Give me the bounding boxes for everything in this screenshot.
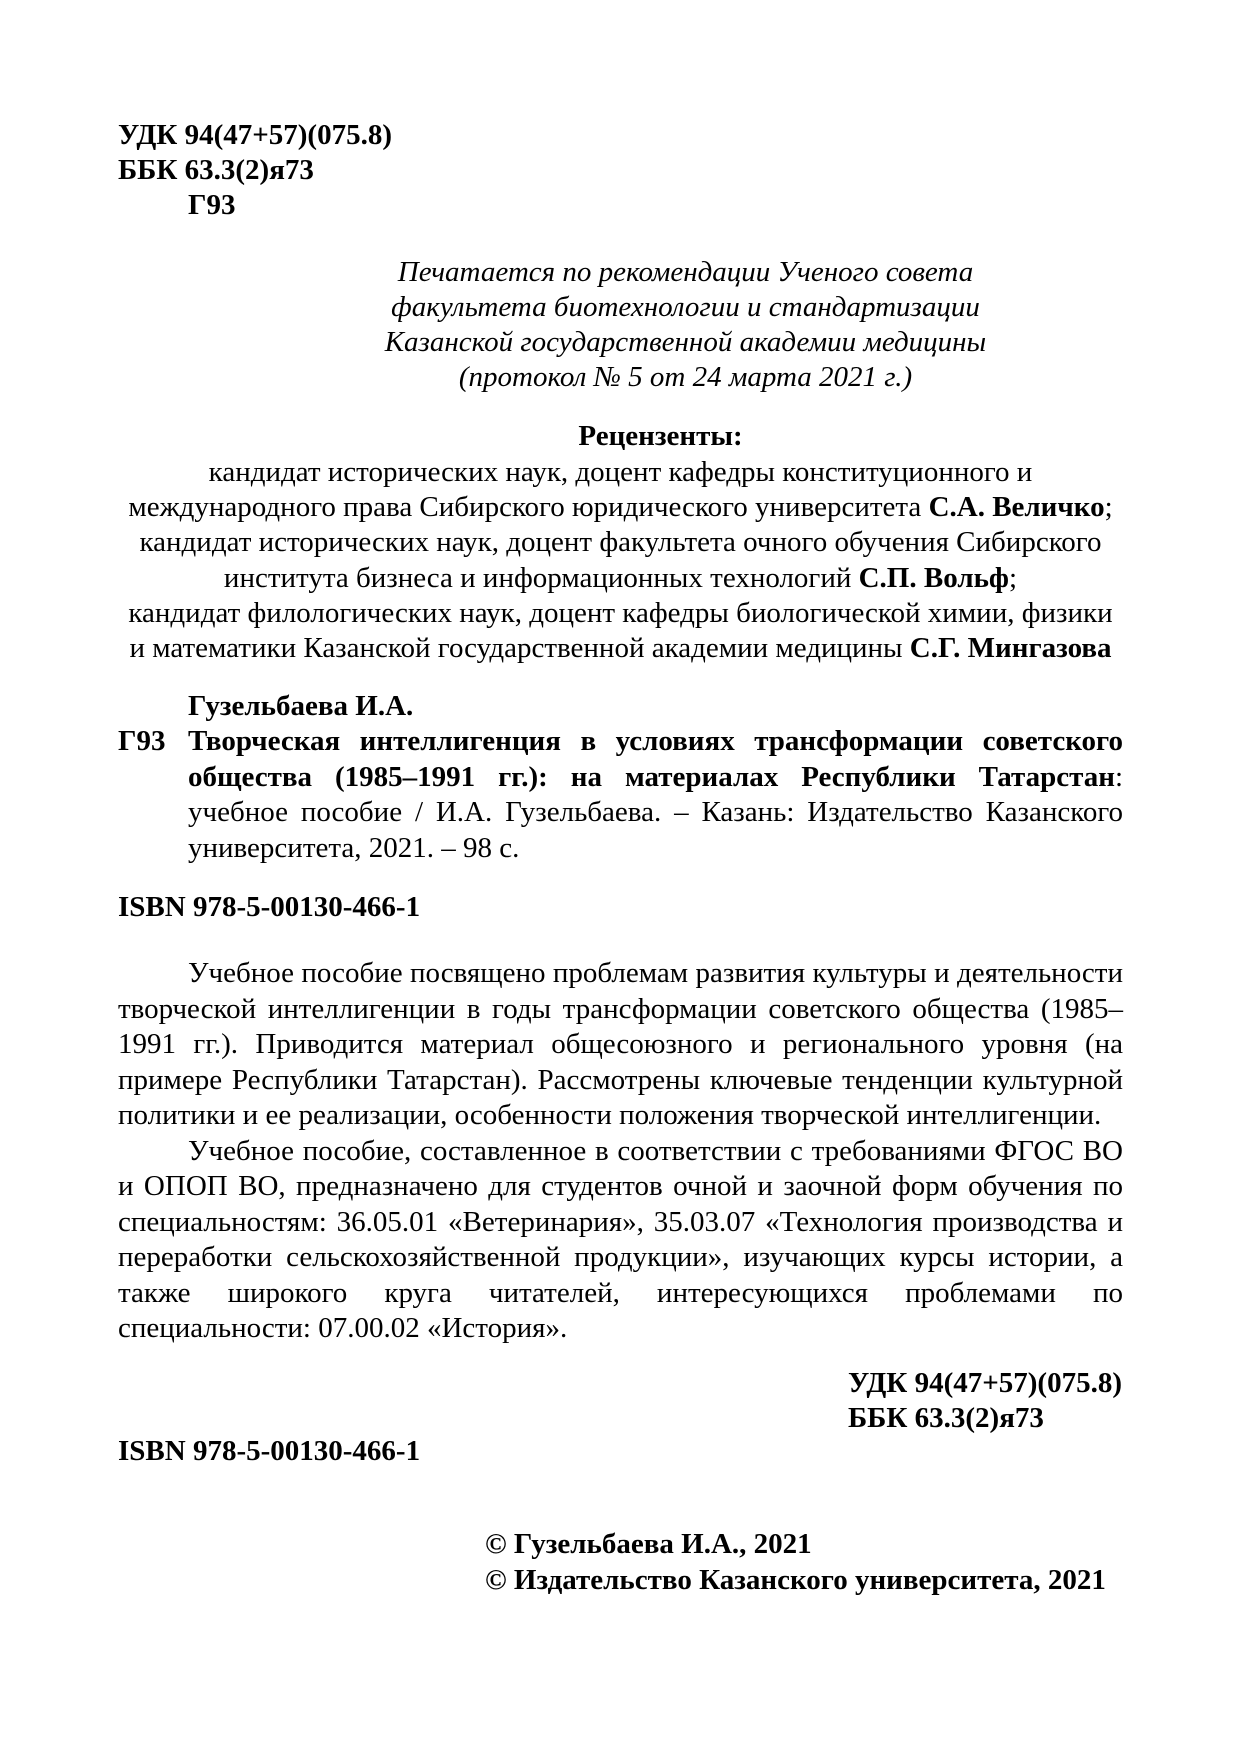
reviewers-list <box>118 455 1123 666</box>
bibliographic-description <box>188 724 1123 866</box>
copyright-block <box>485 1526 1106 1598</box>
book-author: Гузельбаева И.А. <box>188 690 414 722</box>
copyright-author: © Гузельбаева И.А., 2021 <box>485 1528 812 1560</box>
isbn-top: ISBN 978-5-00130-466-1 <box>118 891 421 923</box>
reviewer-name: С.А. Величко <box>928 491 1105 524</box>
reviewer-description: кандидат исторических наук, доцент факультета очного обучения Сибирского института бизнеса и информационных технологий <box>139 526 1102 594</box>
recommendation-note <box>0 255 1241 395</box>
recommendation-line: факультета биотехнологии и стандартизации <box>391 291 980 323</box>
book-title: Творческая интеллигенция в условиях трансформации советского общества (1985–1991 гг.): на материалах Республики Татарстан <box>188 725 1123 793</box>
isbn-bottom: ISBN 978-5-00130-466-1 <box>118 1435 421 1467</box>
book-publication-info: : учебное пособие / И.А. Гузельбаева. – Казань: Издательство Казанского университета, 2021. – 98 с. <box>188 760 1123 864</box>
author-mark: Г93 <box>188 189 236 221</box>
classification-codes-bottom <box>848 1366 1122 1436</box>
bbk-code: ББК 63.3(2)я73 <box>118 154 314 186</box>
recommendation-line: Печатается по рекомендации Ученого совета <box>397 256 974 288</box>
abstract-paragraph: Учебное пособие посвящено проблемам развития культуры и деятельности творческой интеллигенции в годы трансформации советского общества (1985–1991 гг.). Приводится материал общесоюзного и регионального уровня (на примере Республики Татарстан). Рассмотрены ключевые тенденции культурной политики и ее реализации, особенности положения творческой интеллигенции. <box>118 957 1123 1131</box>
bibliography-code: Г93 <box>118 725 166 757</box>
bbk-code: ББК 63.3(2)я73 <box>848 1402 1044 1434</box>
reviewer-description: кандидат исторических наук, доцент кафедры конституционного и международного права Сибирского юридического университета <box>128 456 1033 524</box>
abstract-paragraph: Учебное пособие, составленное в соответствии с требованиями ФГОС ВО и ОПОП ВО, предназначено для студентов очной и заочной форм обучения по специальностям: 36.05.01 «Ветеринария», 35.03.07 «Технология производства и переработки сельскохозяйственной продукции», изучающих курсы истории, а также широкого круга читателей, интересующихся проблемами по специальности: 07.00.02 «История». <box>118 1134 1123 1344</box>
recommendation-line: (протокол № 5 от 24 марта 2021 г.) <box>458 361 913 393</box>
classification-codes-top <box>118 118 392 223</box>
reviewer-description: кандидат филологических наук, доцент кафедры биологической химии, физики и математики Казанской государственной академии медицины <box>128 596 1113 665</box>
reviewer-separator: ; <box>1009 561 1018 594</box>
copyright-publisher: © Издательство Казанского университета, 2021 <box>485 1564 1106 1596</box>
abstract <box>118 956 1123 1347</box>
recommendation-line: Казанской государственной академии медицины <box>384 326 987 358</box>
reviewer-name: С.Г. Мингазова <box>909 632 1112 665</box>
reviewers-heading: Рецензенты: <box>578 420 743 452</box>
udk-code: УДК 94(47+57)(075.8) <box>118 119 392 151</box>
reviewer-name: С.П. Вольф <box>858 561 1009 594</box>
reviewer-separator: ; <box>1104 491 1113 524</box>
udk-code: УДК 94(47+57)(075.8) <box>848 1367 1122 1399</box>
